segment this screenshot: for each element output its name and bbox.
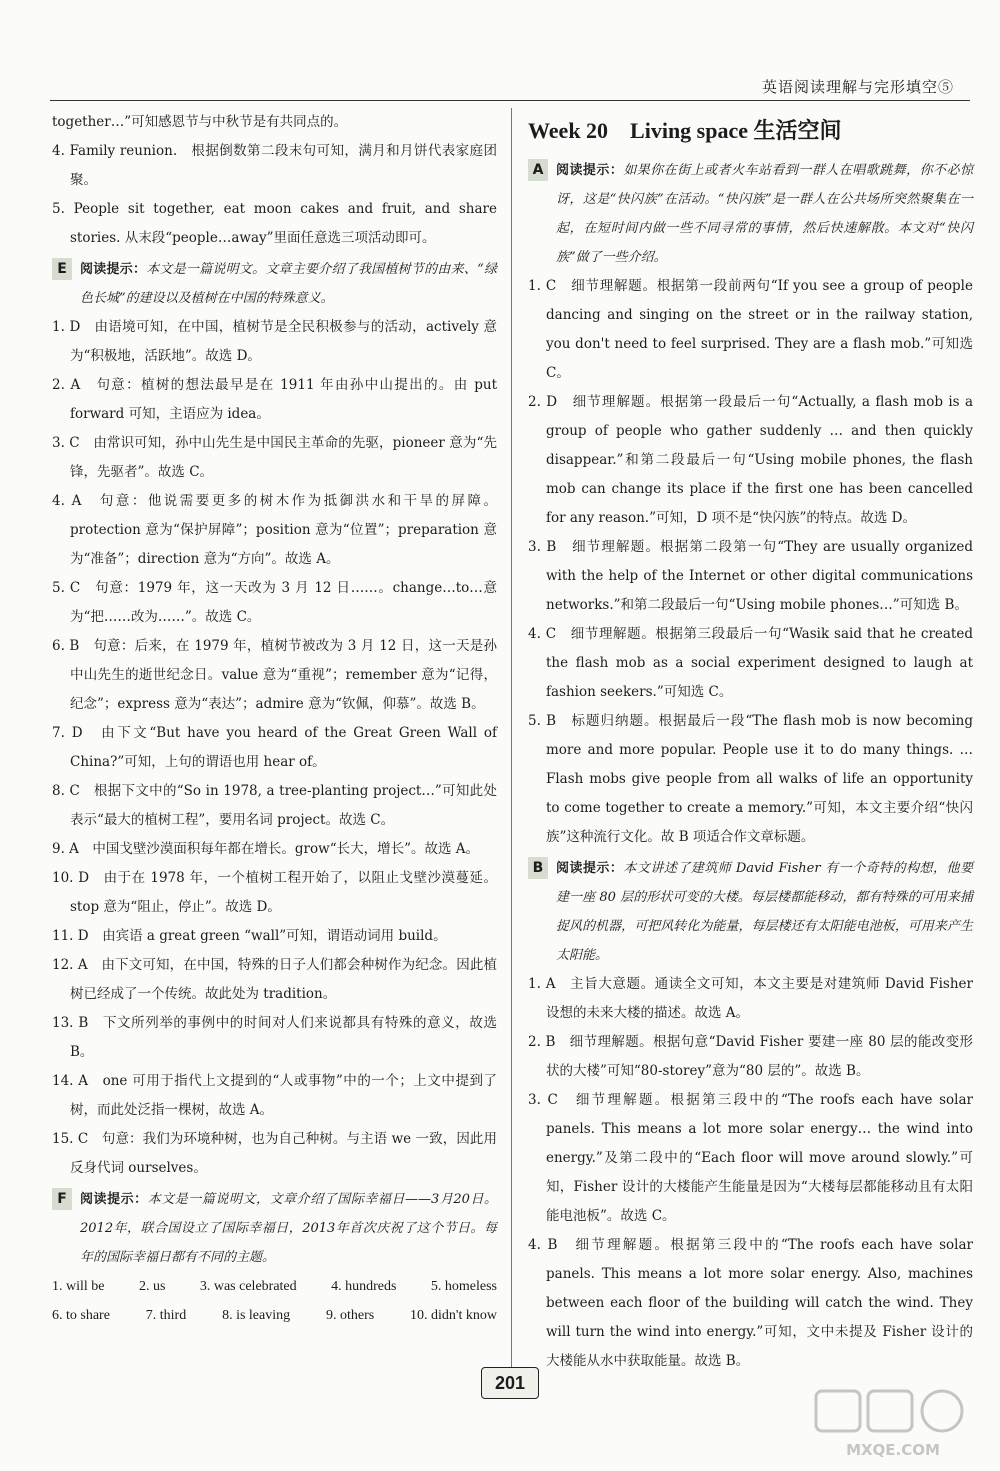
answer-item: 9. A 中国戈壁沙漠面积每年都在增长。grow“长大，增长”。故选 A。 — [52, 841, 480, 857]
page-number: 201 — [481, 1367, 539, 1399]
answer-item: 1. A 主旨大意题。通读全文可知，本文主要是对建筑师 David Fisher 设想的未来大楼的描述。故选 A。 — [528, 976, 973, 1021]
section-a-tip — [528, 156, 973, 272]
left-column — [52, 108, 497, 1330]
answer: 3. was celebrated — [199, 1279, 297, 1294]
answer: 2. us — [138, 1279, 166, 1294]
answer-item: 3. B 细节理解题。根据第二段第一句“They are usually organized with the help of the Internet or other digital communications networks.”和第二段最后一句“Using mobile phones…”可知选 B。 — [528, 539, 973, 613]
answer: 5. homeless — [430, 1279, 497, 1294]
answer-item: 5. B 标题归纳题。根据最后一段“The flash mob is now becoming more and more popular. People use it to do many things. … Flash mobs give people from all walks of life an opportunity to come together to create a memory.”可知，本文主要介绍“快闪族”这种流行文化。故 B 项适合作文章标题。 — [528, 713, 973, 845]
tip-text: 如果你在街上或者火车站看到一群人在唱歌跳舞，你不必惊讶，这是“快闪族”在活动。“快闪族”是一群人在公共场所突然聚集在一起，在短时间内做一些不同寻常的事情，然后快速解散。本文对“快闪族”做了一些介绍。 — [556, 163, 973, 265]
tip-text: 本文是一篇说明文，文章介绍了国际幸福日——3月20日。2012年，联合国设立了国际幸福日，2013年首次庆祝了这个节日。每年的国际幸福日都有不同的主题。 — [80, 1192, 497, 1265]
svg-text:MXQE.COM: MXQE.COM — [846, 1441, 940, 1459]
answer-item: 15. C 句意：我们为环境种树，也为自己种树。与主语 we 一致，因此用反身代词 ourselves。 — [52, 1131, 497, 1176]
answer-item: 4. A 句意：他说需要更多的树木作为抵御洪水和干旱的屏障。protection 意为“保护屏障”；position 意为“位置”；preparation 意为“准备”；direction 意为“方向”。故选 A。 — [52, 493, 497, 567]
header-title: 英语阅读理解与完形填空⑤ — [761, 78, 954, 96]
tip-label: 阅读提示： — [556, 163, 624, 178]
answer-item: 1. D 由语境可知，在中国，植树节是全民积极参与的活动，actively 意为“积极地，活跃地”。故选 D。 — [52, 319, 497, 364]
tip-text: 本文是一篇说明文。文章主要介绍了我国植树节的由来、“绿色长城”的建设以及植树在中国的特殊意义。 — [80, 262, 497, 306]
answer: 8. is leaving — [222, 1308, 291, 1323]
answer-row — [52, 1272, 497, 1301]
text-line: together…”可知感恩节与中秋节是有共同点的。 — [52, 114, 348, 130]
section-badge: B — [528, 857, 548, 879]
answer-item: 6. B 句意：后来，在 1979 年，植树节被改为 3 月 12 日，这一天是孙中山先生的逝世纪念日。value 意为“重视”；remember 意为“记得，纪念”；express 意为“表达”；admire 意为“钦佩，仰慕”。故选 B。 — [52, 638, 497, 712]
answer-item: 14. A one 可用于指代上文提到的“人或事物”中的一个；上文中提到了树，而此处泛指一棵树，故选 A。 — [52, 1073, 497, 1118]
answer-item: 4. C 细节理解题。根据第三段最后一句“Wasik said that he created the flash mob as a social experiment designed to laugh at fashion seekers.”可知选 C。 — [528, 626, 973, 700]
tip-label: 阅读提示： — [556, 861, 624, 876]
answer-item: 4. B 细节理解题。根据第三段中的“The roofs each have solar panels. This means a lot more solar energy. Also, machines between each floor of the building will catch the wind. They will turn the wind into energy.”可知，文中未提及 Fisher 设计的大楼能从水中获取能量。故选 B。 — [528, 1237, 973, 1369]
answer-item: 10. D 由于在 1978 年，一个植树工程开始了，以阻止戈壁沙漠蔓延。stop 意为“阻止，停止”。故选 D。 — [52, 870, 497, 915]
section-badge: E — [52, 258, 72, 280]
section-b-tip — [528, 854, 973, 970]
answer-row — [52, 1301, 497, 1330]
section-badge: F — [52, 1188, 72, 1210]
watermark-logo — [814, 1385, 972, 1463]
answer: 10. didn't know — [410, 1308, 497, 1323]
answer: 9. others — [325, 1308, 375, 1323]
text-line: 5. People sit together, eat moon cakes and fruit, and share stories. 从末段“people…away”里面任意选三项活动即可。 — [52, 201, 497, 246]
answer-item: 3. C 由常识可知，孙中山先生是中国民主革命的先驱，pioneer 意为“先锋，先驱者”。故选 C。 — [52, 435, 497, 480]
answer-item: 13. B 下文所列举的事例中的时间对人们来说都具有特殊的意义，故选 B。 — [52, 1015, 497, 1060]
answer: 4. hundreds — [331, 1279, 397, 1294]
tip-label: 阅读提示： — [80, 1192, 148, 1207]
answer-item: 11. D 由宾语 a great green “wall”可知，谓语动词用 build。 — [52, 928, 447, 944]
right-column — [528, 108, 973, 1376]
answer: 1. will be — [52, 1279, 105, 1294]
section-f-tip — [52, 1185, 497, 1272]
section-e-tip — [52, 255, 497, 313]
tip-text: 本文讲述了建筑师 David Fisher 有一个奇特的构想，他要建一座 80 层的形状可变的大楼。每层楼都能移动，都有特殊的可用来捕捉风的机器，可把风转化为能量，每层楼还有太阳能电池板，可用来产生太阳能。 — [556, 861, 973, 963]
answer-item: 5. C 句意：1979 年，这一天改为 3 月 12 日……。change…to…意为“把……改为……”。故选 C。 — [52, 580, 497, 625]
column-divider — [511, 108, 512, 1370]
answer-item: 12. A 由下文可知，在中国，特殊的日子人们都会种树作为纪念。因此植树已经成了一个传统。故此处为 tradition。 — [52, 957, 497, 1002]
tip-label: 阅读提示： — [80, 262, 147, 277]
answer-item: 8. C 根据下文中的“So in 1978, a tree-planting project…”可知此处表示“最大的植树工程”，要用名词 project。故选 C。 — [52, 783, 497, 828]
section-badge: A — [528, 159, 548, 181]
header-rule — [50, 100, 970, 101]
week-title: Week 20 Living space 生活空间 — [528, 118, 842, 143]
answer-item: 7. D 由下文“But have you heard of the Great Green Wall of China?”可知，上句的谓语也用 hear of。 — [52, 725, 497, 770]
answer-item: 1. C 细节理解题。根据第一段前两句“If you see a group of people dancing and singing on the street or in the railway station, you don't need to feel surprised. They are a flash mob.”可知选 C。 — [528, 278, 973, 381]
answer-item: 3. C 细节理解题。根据第三段中的“The roofs each have solar panels. This means a lot more solar energy… the wind into energy.”及第二段中的“Each floor will move around slowly.”可知，Fisher 设计的大楼能产生能量是因为“大楼每层都能移动且有太阳能电池板”。故选 C。 — [528, 1092, 973, 1224]
page-header — [50, 72, 970, 98]
answer: 7. third — [145, 1308, 187, 1323]
answer-item: 2. A 句意：植树的想法最早是在 1911 年由孙中山提出的。由 put forward 可知，主语应为 idea。 — [52, 377, 497, 422]
answer: 6. to share — [52, 1308, 110, 1323]
text-line: 4. Family reunion. 根据倒数第二段末句可知，满月和月饼代表家庭团聚。 — [52, 143, 497, 188]
answer-item: 2. D 细节理解题。根据第一段最后一句“Actually, a flash mob is a group of people who gather suddenly … and then quickly disappear.”和第二段最后一句“Using mobile phones, the flash mob can change its place if the first one has been cancelled for any reason.”可知，D 项不是“快闪族”的特点。故选 D。 — [528, 394, 973, 526]
answer-item: 2. B 细节理解题。根据句意“David Fisher 要建一座 80 层的能改变形状的大楼”可知“80-storey”意为“80 层的”。故选 B。 — [528, 1034, 973, 1079]
